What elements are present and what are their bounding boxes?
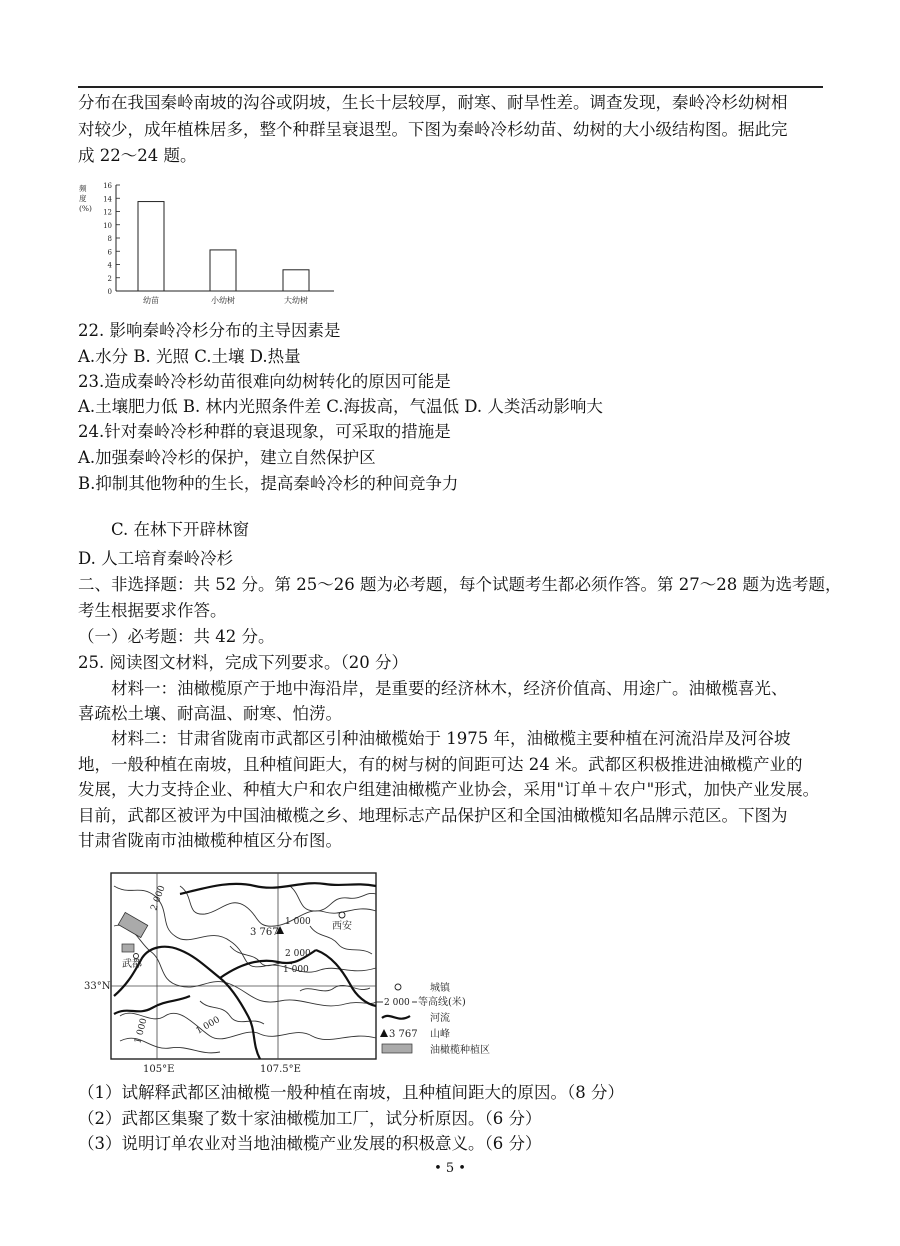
town-label-wudu: 武都 <box>122 959 142 970</box>
y-tick-label: 8 <box>107 235 112 243</box>
olive-distribution-map <box>80 866 520 1076</box>
olive-zone <box>122 944 134 952</box>
y-axis-label: 度 <box>79 194 87 203</box>
y-axis-label: (%) <box>79 204 92 213</box>
contour-label: 1 000 <box>285 917 311 927</box>
contour-label: 1 000 <box>133 1017 150 1045</box>
options-22: A.水分 B. 光照 C.土壤 D.热量 <box>78 347 301 366</box>
latitude-label: 33°N <box>84 981 111 992</box>
olive-zone <box>118 912 148 937</box>
section-heading-cont: 考生根据要求作答。 <box>78 601 227 620</box>
category-label: 大幼树 <box>284 296 308 305</box>
question-23: 23.造成秦岭冷杉幼苗很难向幼树转化的原因可能是 <box>78 372 451 391</box>
question-25: 25. 阅读图文材料，完成下列要求。（20 分） <box>78 653 408 672</box>
sub-question-1: （1）试解释武都区油橄榄一般种植在南坡，且种植间距大的原因。（8 分） <box>78 1083 624 1102</box>
contour-label: 2 000 <box>149 884 168 913</box>
option-24a: A.加强秦岭冷杉的保护，建立自然保护区 <box>78 448 376 467</box>
question-24: 24.针对秦岭冷杉种群的衰退现象，可采取的措施是 <box>78 422 451 441</box>
y-tick-label: 2 <box>107 274 112 283</box>
y-tick-label: 10 <box>103 221 112 230</box>
material-line: 发展，大力支持企业、种植大户和农户组建油橄榄产业协会，采用"订单＋农户"形式，加快产业发展。 <box>78 780 820 799</box>
legend-olive-icon <box>382 1044 412 1053</box>
y-tick-label: 16 <box>103 182 112 190</box>
y-tick-label: 14 <box>103 195 112 204</box>
material-line: 材料一：油橄榄原产于地中海沿岸，是重要的经济林木，经济价值高、用途广。油橄榄喜光、 <box>111 679 788 698</box>
sub-question-3: （3）说明订单农业对当地油橄榄产业发展的积极意义。（6 分） <box>78 1134 542 1153</box>
town-icon <box>134 954 139 959</box>
sub-question-2: （2）武都区集聚了数十家油橄榄加工厂，试分析原因。（6 分） <box>78 1109 542 1128</box>
option-24d: D. 人工培育秦岭冷杉 <box>78 549 234 568</box>
legend-peak-icon <box>380 1029 388 1037</box>
bar-3 <box>283 270 309 291</box>
bar-2 <box>210 250 236 291</box>
legend-town: 城镇 <box>430 983 450 994</box>
legend-peak: 山峰 <box>430 1029 450 1040</box>
contour-label: 1 000 <box>283 965 309 975</box>
required-heading: （一）必考题：共 42 分。 <box>78 627 275 646</box>
contour-label: 1 000 <box>194 1015 222 1037</box>
options-23: A.土壤肥力低 B. 林内光照条件差 C.海拔高，气温低 D. 人类活动影响大 <box>78 397 603 416</box>
y-tick-label: 0 <box>107 288 112 296</box>
y-tick-label: 6 <box>107 248 112 257</box>
legend-river: 河流 <box>430 1013 450 1024</box>
contour-label: 2 000 <box>285 949 311 959</box>
intro-line: 成 22～24 题。 <box>78 146 197 165</box>
option-24b: B.抑制其他物种的生长，提高秦岭冷杉的种间竞争力 <box>78 474 459 493</box>
town-icon <box>339 912 345 918</box>
legend-peak-value: 3 767 <box>389 1029 418 1040</box>
material-line: 目前，武都区被评为中国油橄榄之乡、地理标志产品保护区和全国油橄榄知名品牌示范区。下图为 <box>78 806 788 825</box>
longitude-label: 105°E <box>143 1064 175 1075</box>
legend-contour-value: 2 000 <box>384 998 410 1008</box>
y-tick-label: 4 <box>107 261 112 270</box>
map-legend <box>376 981 490 1056</box>
top-rule <box>78 86 823 88</box>
material-line: 喜疏松土壤、耐高温、耐寒、怕涝。 <box>78 704 342 723</box>
peak-label: 3 767 <box>250 927 279 938</box>
legend-river-icon <box>382 1016 410 1019</box>
intro-line: 对较少，成年植株居多，整个种群呈衰退型。下图为秦岭冷杉幼苗、幼树的大小级结构图。据此完 <box>78 120 788 139</box>
bar-chart <box>76 176 346 306</box>
material-line: 甘肃省陇南市油橄榄种植区分布图。 <box>78 831 342 850</box>
section-heading: 二、非选择题：共 52 分。第 25～26 题为必考题，每个试题考生都必须作答。第 27～28 题为选考题， <box>78 575 842 594</box>
question-22: 22. 影响秦岭冷杉分布的主导因素是 <box>78 321 341 340</box>
material-line: 地，一般种植在南坡，且种植间距大，有的树与树的间距可达 24 米。武都区积极推进油橄榄产业的 <box>78 755 803 774</box>
option-24c: C. 在林下开辟林窗 <box>111 520 250 539</box>
category-label: 幼苗 <box>143 296 159 305</box>
intro-line: 分布在我国秦岭南坡的沟谷或阴坡，生长十层较厚，耐寒、耐旱性差。调查发现，秦岭冷杉幼树相 <box>78 93 788 112</box>
legend-olive: 油橄榄种植区 <box>430 1045 490 1056</box>
material-line: 材料二：甘肃省陇南市武都区引种油橄榄始于 1975 年，油橄榄主要种植在河流沿岸及河谷坡 <box>111 729 791 748</box>
page-number: • 5 • <box>434 1161 466 1176</box>
y-axis-label: 频 <box>79 184 87 193</box>
town-label-xian: 西安 <box>332 921 352 932</box>
legend-town-icon <box>395 984 401 990</box>
y-tick-label: 12 <box>103 208 112 217</box>
longitude-label: 107.5°E <box>260 1064 301 1075</box>
legend-contour: 等高线(米) <box>418 997 466 1008</box>
bar-1 <box>138 202 164 291</box>
category-label: 小幼树 <box>211 296 235 305</box>
